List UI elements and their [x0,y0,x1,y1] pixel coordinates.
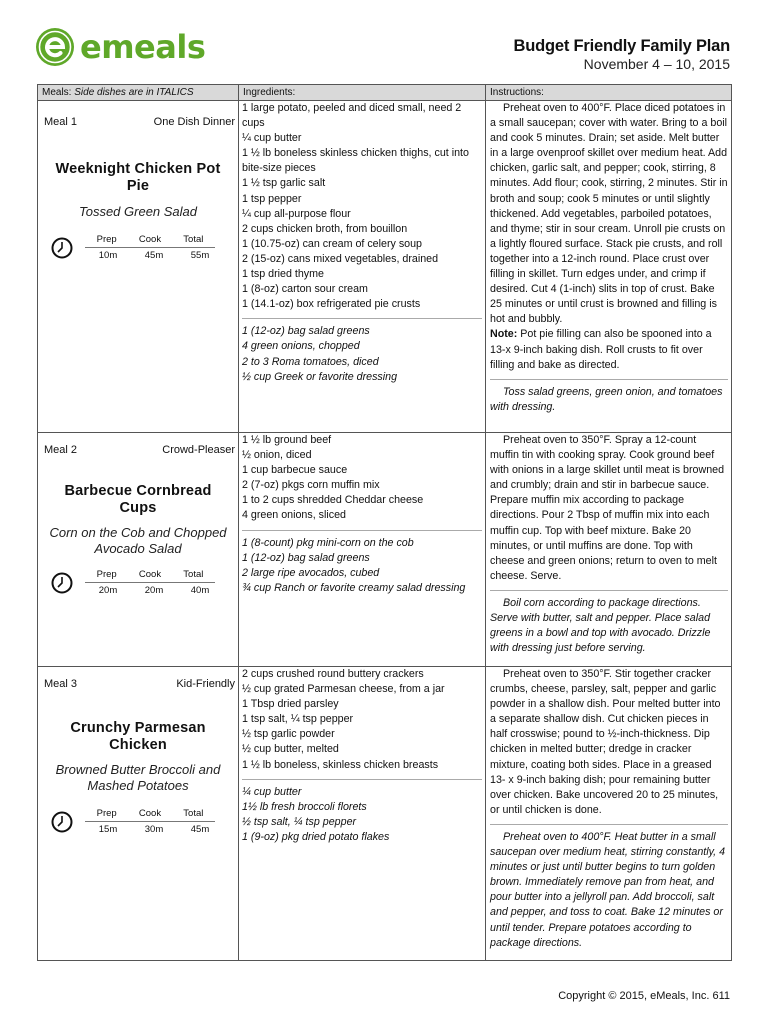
ingredient-item: 2 (15-oz) cans mixed vegetables, drained [242,252,439,265]
divider [490,590,728,591]
meal-summary-cell [38,101,239,433]
time-summary [51,234,238,261]
main-instructions: Preheat oven to 350°F. Stir together cracker crumbs, cheese, parsley, salt, pepper and garlic powder in a shallow dish. Pour melted butter into a separate shallow dish. Cut chicken pieces in half crosswise; pound to ½-inch-thickness. Dip chicken in melted butter; dredge in cracker mixture, coating both sides. Place in a greased 13- x 9-inch baking dish; pour remaining butter over chicken. Bake uncovered 20 to 25 minutes, or until chicken is done. [490,668,721,816]
prep-label: Prep [96,808,117,819]
side-dish: Browned Butter Broccoli and Mashed Potatoes [55,762,221,793]
brand-name: emeals [80,28,206,66]
total-label: Total [183,569,204,580]
side-ingredient-item: 1 (12-oz) bag salad greens [242,325,370,338]
divider [242,318,482,319]
ingredient-item: 4 green onions, sliced [242,509,346,522]
ingredient-item: 1 ½ tsp garlic salt [242,177,326,190]
meal-header [38,116,238,128]
side-dish: Tossed Green Salad [78,204,198,219]
cook-label: Cook [138,569,162,580]
divider [490,379,728,380]
ingredient-item: ½ cup grated Parmesan cheese, from a jar [242,683,445,696]
side-ingredient-item: ¼ cup butter [242,785,302,798]
prep-label: Prep [96,234,117,245]
time-summary [51,569,238,596]
ingredient-item: 2 cups chicken broth, from bouillon [242,222,408,235]
time-table [85,808,223,835]
recipe-note [490,327,728,372]
ingredients-cell [239,101,486,433]
meal-header [38,444,238,456]
instructions-cell [486,667,732,961]
time-table [85,234,223,261]
plan-title: Budget Friendly Family Plan [513,37,730,55]
ingredient-item: ½ tsp garlic powder [242,728,335,741]
emeals-logo[interactable] [34,26,205,68]
time-values [85,248,223,261]
cook-time: 30m [144,824,164,835]
ingredient-item: 2 cups crushed round buttery crackers [242,668,424,680]
side-ingredient-item: 1½ lb fresh broccoli florets [242,800,367,813]
side-ingredient-item: 2 to 3 Roma tomatoes, diced [242,355,379,368]
side-instructions: Preheat oven to 400°F. Heat butter in a small saucepan over medium heat, stirring constantly, 4 minutes or just until butter begins to turn golden brown. Immediately remove pan from heat, and pour butter into a jellyroll pan. Add broccoli, salt and pepper, and toss to coat. Bake 12 minutes or until tender. Prepare potatoes according to package directions. [490,830,726,949]
ingredient-item: 2 (7-oz) pkgs corn muffin mix [242,479,380,492]
ingredient-item: 1 (14.1-oz) box refrigerated pie crusts [242,298,421,311]
ingredient-item: 1 large potato, peeled and diced small, need 2 cups [242,102,462,130]
ingredient-item: 1 tsp salt, ¼ tsp pepper [242,713,354,726]
side-ingredient-item: 2 large ripe avocados, cubed [242,566,380,579]
meal-summary-cell [38,667,239,961]
emeals-logo-icon [34,26,76,68]
plan-date: November 4 – 10, 2015 [583,56,730,72]
clock-icon [51,811,73,833]
header-instructions: Instructions: [486,85,732,101]
ingredient-item: ¼ cup butter [242,132,302,145]
prep-time: 15m [98,824,118,835]
ingredient-item: 1 ½ lb boneless skinless chicken thighs, cut into bite-size pieces [242,147,469,175]
ingredients-cell [239,667,486,961]
ingredient-item: 1 ½ lb boneless, skinless chicken breasts [242,758,439,771]
time-summary [51,808,238,835]
total-label: Total [183,808,204,819]
ingredient-item: 1 tsp dried thyme [242,268,324,281]
meal-row [38,433,732,667]
divider [490,824,728,825]
table-header-row [38,85,732,101]
ingredients-cell [239,433,486,667]
ingredient-item: 1 tsp pepper [242,192,302,205]
time-values [85,822,223,835]
time-values [85,583,223,596]
cook-time: 20m [144,585,164,596]
ingredient-item: 1 cup barbecue sauce [242,464,348,477]
meal-tag: One Dish Dinner [153,116,235,128]
meal-row [38,101,732,433]
cook-label: Cook [138,234,162,245]
meal-plan-table [37,84,732,961]
ingredient-item: 1 Tbsp dried parsley [242,698,339,711]
header-meals-note: Side dishes are in ITALICS [74,87,194,98]
meal-header [38,678,238,690]
meal-name: Crunchy Parmesan Chicken [70,720,206,753]
clock-icon [51,237,73,259]
ingredient-item: ½ cup butter, melted [242,743,339,756]
instructions-cell [486,433,732,667]
ingredient-item: 1 to 2 cups shredded Cheddar cheese [242,494,424,507]
side-ingredient-item: 1 (12-oz) bag salad greens [242,551,370,564]
header-meals-label: Meals: [42,87,72,98]
header-ingredients: Ingredients: [239,85,486,101]
side-ingredient-item: 1 (9-oz) pkg dried potato flakes [242,830,390,843]
ingredient-item: ¼ cup all-purpose flour [242,207,351,220]
side-instructions: Toss salad greens, green onion, and tomatoes with dressing. [490,385,723,413]
cook-time: 45m [144,250,164,261]
side-ingredient-item: 4 green onions, chopped [242,340,360,353]
main-instructions: Preheat oven to 400°F. Place diced potatoes in a small saucepan; cover with water. Bring to a boil and cook 5 minutes. Drain; set aside. Melt butter in a large ovenproof skillet over medium heat. Add chicken, garlic salt, and pepper; cook, stirring, 8 minutes. Add flour; cook, stirring, 2 minutes. Stir in broth and soup; cook 5 minutes or until slightly thickened. Add vegetables, parboiled potatoes, and thyme; stir in sour cream. Unroll pie crusts on a lightly floured surface. Stack pie crusts, and roll together into a 12-inch round. Place crust over filling in skillet. Turn edges under, and crimp if desired. Cut 4 (1-inch) slits in top of crust. Bake 25 minutes or until crust is browned and filling is hot and bubbly. [490,102,728,326]
meal-row [38,667,732,961]
clock-icon [51,572,73,594]
total-time: 40m [190,585,210,596]
meal-number: Meal 1 [44,116,78,128]
meal-tag: Kid-Friendly [176,678,235,690]
meal-number: Meal 2 [44,444,78,456]
side-instructions: Boil corn according to package directions. Serve with butter, salt and pepper. Place salad greens in a bowl and top with avocado. Drizzle with dressing just before serving. [490,596,711,655]
copyright: Copyright © 2015, eMeals, Inc. 611 [558,990,730,1002]
side-ingredient-item: ½ cup Greek or favorite dressing [242,370,398,383]
side-ingredient-item: ¾ cup Ranch or favorite creamy salad dressing [242,581,466,594]
ingredient-item: 1 ½ lb ground beef [242,434,332,446]
meal-name: Weeknight Chicken Pot Pie [55,161,221,194]
note-label: Note: [490,328,518,341]
time-labels [85,808,215,822]
time-labels [85,569,215,583]
ingredient-item: 1 (10.75-oz) can cream of celery soup [242,237,422,250]
time-table [85,569,223,596]
side-dish: Corn on the Cob and Chopped Avocado Salad [49,525,227,556]
side-ingredient-item: 1 (8-count) pkg mini-corn on the cob [242,536,414,549]
prep-time: 20m [98,585,118,596]
ingredient-item: 1 (8-oz) carton sour cream [242,283,368,296]
prep-time: 10m [98,250,118,261]
prep-label: Prep [96,569,117,580]
note-text: Pot pie filling can also be spooned into a 13-x 9-inch baking dish. Roll crusts to fit over filling and bake as directed. [490,328,712,371]
ingredient-item: ½ onion, diced [242,449,312,462]
meal-name: Barbecue Cornbread Cups [64,483,212,516]
main-instructions: Preheat oven to 350°F. Spray a 12-count muffin tin with cooking spray. Cook ground beef with onions in a large skillet until meat is browned and crumbly; drain and stir in barbecue sauce. Prepare muffin mix according to package directions. Pour 2 Tbsp of muffin mix into each muffin cup. Top with beef mixture. Bake 20 minutes, or until muffins are done. Top with cheese and green onions; return to oven to melt cheese. Serve. [490,434,725,582]
header-meals [38,85,239,101]
meal-number: Meal 3 [44,678,78,690]
time-labels [85,234,215,248]
divider [242,530,482,531]
divider [242,779,482,780]
total-label: Total [183,234,204,245]
total-time: 45m [190,824,210,835]
cook-label: Cook [138,808,162,819]
side-ingredient-item: ½ tsp salt, ¼ tsp pepper [242,815,357,828]
total-time: 55m [190,250,210,261]
meal-tag: Crowd-Pleaser [162,444,235,456]
instructions-cell [486,101,732,433]
meal-summary-cell [38,433,239,667]
